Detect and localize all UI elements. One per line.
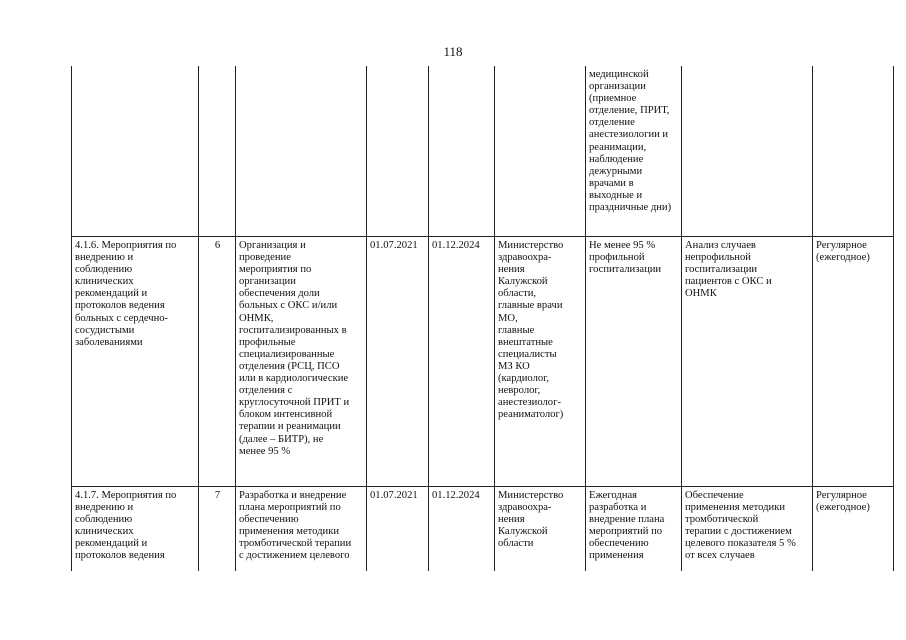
cell-responsible [495,66,586,237]
cell-measure-name: 4.1.7. Мероприятия по внедрению и соблюдению клинических рекомендаций и протоколов ведения [72,487,199,572]
cell-indicator [682,66,813,237]
cell-indicator: Анализ случаев непрофильной госпитализации пациентов с ОКС и ОНМК [682,237,813,487]
cell-frequency: Регулярное (ежегодное) [813,487,894,572]
cell-activity: Разработка и внедрение плана мероприятий по обеспечению применения методики тромботической терапии с достижением целевого [236,487,367,572]
cell-responsible: Министерство здравоохра- нения Калужской области, главные врачи МО, главные внештатные специалисты МЗ КО (кардиолог, невролог, анестезиолог- реаниматолог) [495,237,586,487]
cell-indicator: Обеспечение применения методики тромботической терапии с достижением целевого показателя 5 % от всех случаев [682,487,813,572]
cell-measure-name [72,66,199,237]
cell-frequency [813,66,894,237]
cell-item-number: 6 [199,237,236,487]
page-number: 118 [443,44,463,59]
cell-activity [236,66,367,237]
cell-end-date: 01.12.2024 [429,487,495,572]
table-row-4-1-7 [72,487,894,572]
table-row-continued [72,66,894,237]
cell-result: Ежегодная разработка и внедрение плана мероприятий по обеспечению применения [586,487,682,572]
cell-frequency: Регулярное (ежегодное) [813,237,894,487]
table-row-4-1-6 [72,237,894,487]
cell-end-date: 01.12.2024 [429,237,495,487]
cell-item-number: 7 [199,487,236,572]
cell-result: Не менее 95 % профильной госпитализации [586,237,682,487]
cell-measure-name: 4.1.6. Мероприятия по внедрению и соблюдению клинических рекомендаций и протоколов ведения больных с сердечно- сосудистыми заболеваниями [72,237,199,487]
measures-table [71,66,894,571]
cell-item-number [199,66,236,237]
cell-responsible: Министерство здравоохра- нения Калужской области [495,487,586,572]
measures-table-wrapper [71,66,894,571]
cell-result: медицинской организации (приемное отделение, ПРИТ, отделение анестезиологии и реанимации, наблюдение дежурными врачами в выходные и праздничные дни) [586,66,682,237]
cell-start-date: 01.07.2021 [367,237,429,487]
cell-activity: Организация и проведение мероприятия по организации обеспечения доли больных с ОКС и/или ОНМК, госпитализированных в профильные специализированные отделения (РСЦ, ПСО или в кардиологические отделения с круглосуточной ПРИТ и блоком интенсивной терапии и реанимации (далее – БИТР), не менее 95 % [236,237,367,487]
cell-start-date: 01.07.2021 [367,487,429,572]
cell-end-date [429,66,495,237]
cell-start-date [367,66,429,237]
